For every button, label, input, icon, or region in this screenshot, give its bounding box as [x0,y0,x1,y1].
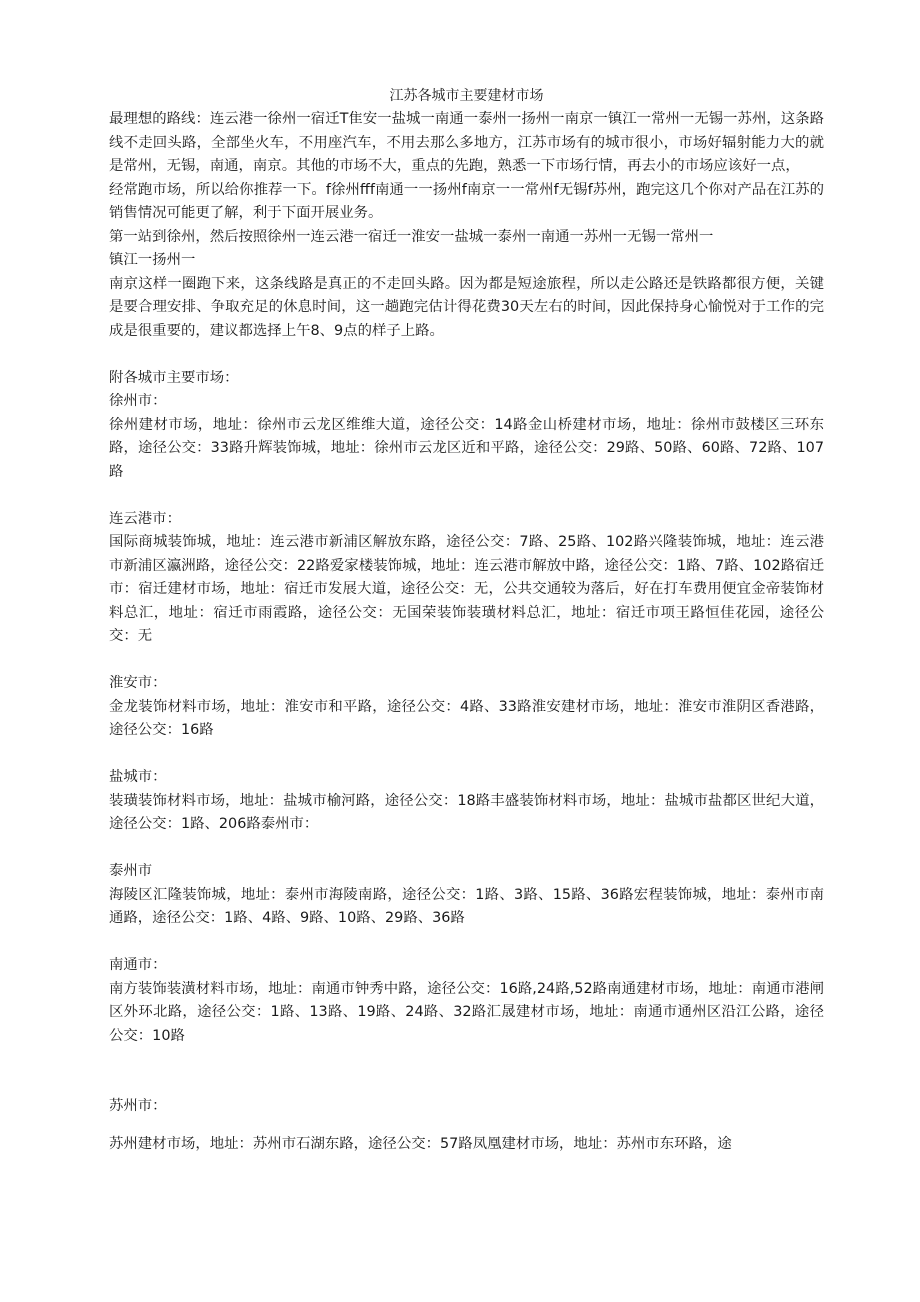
city-heading-nantong: 南通市： [109,957,167,973]
document-title: 江苏各城市主要建材市场 [389,88,544,104]
appendix-heading: 附各城市主要市场： [109,369,239,386]
city-markets-huaian: 金龙装饰材料市场，地址：淮安市和平路，途径公交：4路、33路淮安建材市场，地址：淮安市淮阴区香港路，途径公交：16路 [109,698,824,738]
city-heading-taizhou: 泰州市 [109,863,153,879]
city-heading-yancheng: 盐城市： [109,769,167,785]
city-markets-yancheng: 装璜装饰材料市场，地址：盐城市榆河路，途径公交：18路丰盛装饰材料市场，地址：盐城市盐都区世纪大道，途径公交：1路、206路泰州市： [109,792,824,832]
spacer [109,837,824,861]
spacer [109,484,824,508]
spacer [109,931,824,955]
city-markets-taizhou: 海陵区汇隆装饰城，地址：泰州市海陵南路，途径公交：1路、3路、15路、36路宏程装饰城，地址：泰州市南通路，途径公交：1路、4路、9路、10路、29路、36路 [109,886,824,926]
intro-paragraph-4: 南京这样一圈跑下来，这条线路是真正的不走回头路。因为都是短途旅程，所以走公路还是铁路都很方便，关键是要合理安排、争取充足的休息时间，这一趟跑完估计得花费30天左右的时间，因此保持身心愉悦对于工作的完成是很重要的，建议都选择上午8、9点的样子上路。 [109,275,824,339]
city-heading-huaian: 淮安市： [109,675,167,691]
intro-paragraph-1: 最理想的路线：连云港一徐州一宿迁T隹安一盐城一南通一泰州一扬州一南京一镇江一常州一无锡一苏州，这条路线不走回头路，全部坐火车，不用座汽车，不用去那么多地方，江苏市场有的城市很小，市场好辐射能力大的就是常州，无锡，南通，南京。其他的市场不大，重点的先跑，熟悉一下市场行情，再去小的市场应该好一点， [109,111,824,174]
city-markets-suzhou: 苏州建材市场，地址：苏州市石湖东路，途径公交：57路凤凰建材市场，地址：苏州市东环路，途 [109,1135,732,1152]
spacer [109,1119,824,1133]
intro-paragraph-3: 第一站到徐州，然后按照徐州一连云港一宿迁一淮安一盐城一泰州一南通一苏州一无锡一常州一 镇江一扬州一 [109,228,714,268]
spacer [109,649,824,673]
city-heading-xuzhou: 徐州市： [109,393,167,409]
city-markets-xuzhou: 徐州建材市场，地址：徐州市云龙区维维大道，途径公交：14路金山桥建材市场，地址：徐州市鼓楼区三环东路，途径公交：33路升辉装饰城，地址：徐州市云龙区近和平路，途径公交：29路、50路、60路、72路、107路 [109,416,824,480]
city-markets-nantong: 南方装饰装潢材料市场，地址：南通市钟秀中路，途径公交：16路,24路,52路南通建材市场，地址：南通市港闸区外环北路，途径公交：1路、13路、19路、24路、32路汇晟建材市场，地址：南通市通州区沿江公路，途径公交：10路 [109,980,824,1044]
intro-paragraph-2: 经常跑市场，所以给你推荐一下。f徐州fff南通一一扬州f南京一一常州f无锡f苏州，跑完这几个你对产品在江苏的销售情况可能更了解，利于下面开展业务。 [109,181,824,221]
spacer [109,1048,824,1095]
spacer [109,343,824,367]
city-heading-suzhou: 苏州市： [109,1098,167,1114]
spacer [109,743,824,767]
city-markets-lianyungang: 国际商城装饰城，地址：连云港市新浦区解放东路，途径公交：7路、25路、102路兴隆装饰城，地址：连云港市新浦区瀛洲路，途径公交：22路爱家楼装饰城，地址：连云港市解放中路，途径公交：1路、7路、102路宿迁市：宿迁建材市场，地址：宿迁市发展大道，途径公交：无，公共交通较为落后，好在打车费用便宜金帝装饰材料总汇，地址：宿迁市雨霞路，途径公交：无国荣装饰装璜材料总汇，地址：宿迁市项王路恒佳花园，途径公交：无 [109,534,824,644]
city-heading-lianyungang: 连云港市： [109,510,181,527]
